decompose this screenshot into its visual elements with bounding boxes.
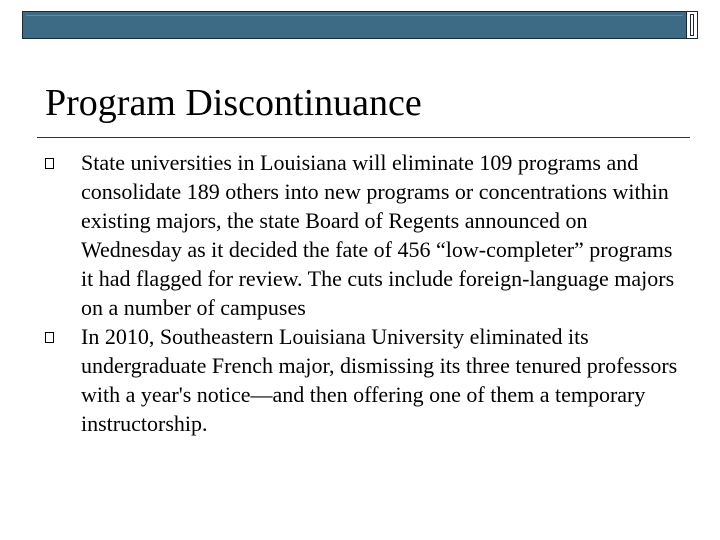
title-divider — [37, 137, 690, 138]
bullet-item — [45, 148, 685, 322]
slide-title: Program Discontinuance — [45, 82, 422, 124]
header-band-highlight — [26, 15, 683, 31]
header-corner-ornament-inner — [690, 14, 694, 36]
header-corner-ornament — [686, 11, 698, 39]
header-decorative-band — [22, 11, 687, 39]
bullet-list — [45, 148, 685, 438]
hollow-square-bullet-icon — [45, 332, 54, 343]
bullet-item — [45, 322, 685, 438]
bullet-text: In 2010, Southeastern Louisiana University eliminated its undergraduate French major, dismissing its three tenured professors with a year's notice—and then offering one of them a temporary instructorship. — [81, 324, 678, 436]
hollow-square-bullet-icon — [45, 158, 54, 169]
bullet-text: State universities in Louisiana will eliminate 109 programs and consolidate 189 others into new programs or concentrations within existing majors, the state Board of Regents announced on Wednesday as it decided the fate of 456 “low-completer” programs it had flagged for review. The cuts include foreign-language majors on a number of campuses — [81, 150, 675, 320]
